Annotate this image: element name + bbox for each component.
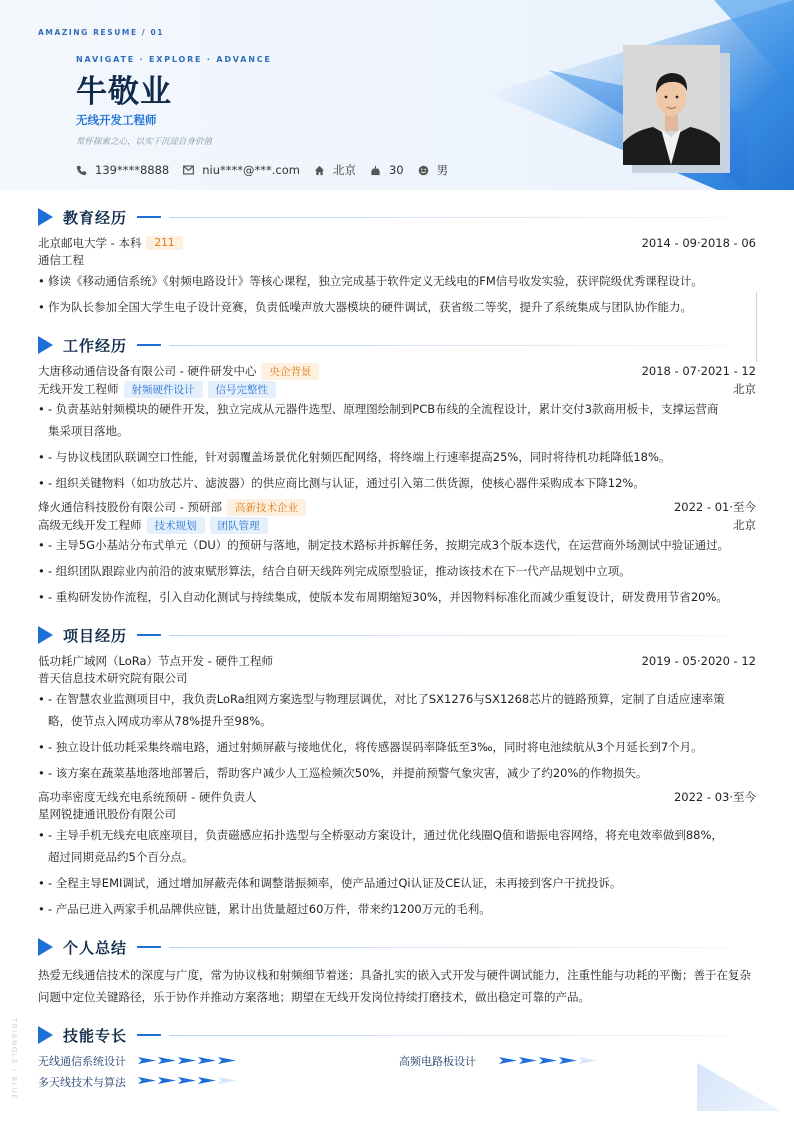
age-value: 30 bbox=[388, 163, 404, 177]
bullet-text: - 产品已进入两家手机品牌供应链，累计出货量超过60万件，带来约1200万元的毛利。 bbox=[48, 902, 491, 916]
list-item: • 作为队长参加全国大学生电子设计竞赛，负责低噪声放大器模块的硬件调试，获省级二等奖，提升了系统集成与团队协作能力。 bbox=[38, 296, 758, 318]
title-line bbox=[169, 345, 729, 346]
company-name: 烽火通信科技股份有限公司 - 预研部 bbox=[38, 500, 222, 514]
list-item: • - 全程主导EMI调试，通过增加屏蔽壳体和调整谐振频率，使产品通过Qi认证及CE认证，未再接到客户干扰投诉。 bbox=[38, 872, 758, 894]
company-tag: 高新技术企业 bbox=[227, 499, 306, 516]
project-org-row bbox=[38, 670, 756, 686]
education-major-row bbox=[38, 252, 756, 268]
skill-flag-icon bbox=[138, 1077, 156, 1084]
title-dash bbox=[137, 634, 161, 636]
project-header bbox=[38, 653, 756, 669]
summary-text: 热爱无线通信技术的深度与广度，常为协议栈和射频细节着迷；具备扎实的嵌入式开发与硬件调试能力，注重性能与功耗的平衡；善于在复杂问题中定位关键路径，乐于协作并推动方案落地；期望在无线开发岗位持续打磨技术，做出稳定可靠的产品。 bbox=[38, 968, 751, 1004]
skill-flag-icon bbox=[158, 1057, 176, 1064]
work-period: 2022 - 01·至今 bbox=[673, 500, 756, 514]
skill-flag-icon bbox=[158, 1077, 176, 1084]
section-summary bbox=[38, 937, 729, 957]
city-value: 北京 bbox=[332, 163, 356, 177]
skill-flag-icon bbox=[519, 1057, 537, 1064]
decorative-triangle bbox=[697, 1063, 781, 1111]
cake-icon bbox=[370, 165, 381, 176]
project-org-row bbox=[38, 806, 756, 822]
list-item-continuation bbox=[38, 420, 758, 442]
project-header bbox=[38, 789, 756, 805]
work-role-row bbox=[38, 517, 756, 533]
skill-flag-icon bbox=[138, 1057, 156, 1064]
email-value: niu****@***.com bbox=[202, 163, 300, 177]
work-city: 北京 bbox=[733, 518, 756, 532]
skill-tag: 信号完整性 bbox=[208, 381, 277, 398]
education-header bbox=[38, 235, 756, 251]
bullet-text: - 组织团队跟踪业内前沿的波束赋形算法，结合自研天线阵列完成原型验证，推动该技术在下一代产品规划中立项。 bbox=[48, 564, 631, 578]
skill-name: 无线通信系统设计 bbox=[38, 1055, 126, 1068]
bullet-text: - 主导手机无线充电底座项目，负责磁感应拓扑选型与全桥驱动方案设计，通过优化线圈Q值和谐振电容网络，将充电效率做到88%， bbox=[48, 828, 723, 842]
list-item: • - 主导5G小基站分布式单元（DU）的预研与落地，制定技术路标并拆解任务，按期完成3个版本迭代，在运营商外场测试中验证通过。 bbox=[38, 534, 758, 556]
gender-info bbox=[418, 162, 449, 178]
triangle-icon bbox=[38, 626, 53, 644]
list-item: • - 组织关键物料（如功放芯片、滤波器）的供应商比测与认证，通过引入第二供货源，使核心器件采购成本下降12%。 bbox=[38, 472, 758, 494]
skill-flag-icon bbox=[559, 1057, 577, 1064]
bullet-text: 集采项目落地。 bbox=[48, 424, 129, 438]
section-work bbox=[38, 335, 729, 355]
work-city: 北京 bbox=[733, 382, 756, 396]
bullet-text: - 重构研发协作流程，引入自动化测试与持续集成，使版本发布周期缩短30%，并因物料标准化而减少重复设计，研发费用节省20%。 bbox=[48, 590, 728, 604]
company-tag: 央企背景 bbox=[261, 363, 319, 380]
skill-tag: 射频硬件设计 bbox=[124, 381, 203, 398]
bullet-text: - 在智慧农业监测项目中，我负责LoRa组网方案选型与物理层调优，对比了SX1276与SX1268芯片的链路预算，定制了自适应速率策 bbox=[48, 692, 725, 706]
triangle-icon bbox=[38, 208, 53, 226]
gender-value: 男 bbox=[436, 163, 449, 177]
title-line bbox=[169, 947, 729, 948]
project-name: 低功耗广域网（LoRa）节点开发 - 硬件工程师 bbox=[38, 654, 273, 668]
skill-tag: 团队管理 bbox=[210, 517, 268, 534]
list-item: • 修读《移动通信系统》《射频电路设计》等核心课程，独立完成基于软件定义无线电的FM信号收发实验，获评院级优秀课程设计。 bbox=[38, 270, 758, 292]
city-info bbox=[314, 162, 356, 178]
bullet-text: - 独立设计低功耗采集终端电路，通过射频屏蔽与接地优化，将传感器误码率降低至3‰，同时将电池续航从3个月延长到7个月。 bbox=[48, 740, 703, 754]
school-tag: 211 bbox=[146, 236, 182, 250]
bullet-text: - 该方案在蔬菜基地落地部署后，帮助客户减少人工巡检频次50%，并提前预警气象灾害，减少了约20%的作物损失。 bbox=[48, 766, 648, 780]
skill-name: 多天线技术与算法 bbox=[38, 1076, 126, 1089]
school-name: 北京邮电大学 - 本科 bbox=[38, 236, 142, 250]
skill-flag-icon bbox=[539, 1057, 557, 1064]
company-name: 大唐移动通信设备有限公司 - 硬件研发中心 bbox=[38, 364, 257, 378]
skill-name: 高频电路板设计 bbox=[399, 1055, 476, 1068]
skill-flag-icon bbox=[218, 1057, 236, 1064]
skill-tag: 技术规划 bbox=[147, 517, 205, 534]
avatar-illustration bbox=[623, 45, 720, 165]
skill-flag-icon bbox=[178, 1077, 196, 1084]
smile-icon bbox=[418, 165, 429, 176]
triangle-icon bbox=[38, 938, 53, 956]
project-period: 2022 - 03·至今 bbox=[673, 790, 756, 804]
section-projects bbox=[38, 625, 729, 645]
section-title: 教育经历 bbox=[63, 208, 128, 227]
title-dash bbox=[137, 1034, 161, 1036]
skill-flag-icon bbox=[499, 1057, 517, 1064]
bullet-text: 作为队长参加全国大学生电子设计竞赛，负责低噪声放大器模块的硬件调试，获省级二等奖，提升了系统集成与团队协作能力。 bbox=[48, 300, 692, 314]
section-title: 技能专长 bbox=[63, 1026, 128, 1045]
email-info bbox=[183, 163, 300, 177]
phone-icon bbox=[76, 165, 87, 176]
skill-flag-icon bbox=[579, 1057, 597, 1064]
skill-level bbox=[138, 1077, 238, 1084]
list-item-continuation bbox=[38, 710, 758, 732]
list-item: • - 该方案在蔬菜基地落地部署后，帮助客户减少人工巡检频次50%，并提前预警气象灾害，减少了约20%的作物损失。 bbox=[38, 762, 758, 784]
phone-info bbox=[76, 163, 169, 177]
work-role-row bbox=[38, 381, 756, 397]
age-info bbox=[370, 163, 404, 177]
skill-level bbox=[138, 1057, 238, 1064]
phone-value: 139****8888 bbox=[95, 163, 170, 177]
project-org: 星网锐捷通讯股份有限公司 bbox=[38, 807, 176, 821]
list-item: • - 负责基站射频模块的硬件开发，独立完成从元器件选型、原理图绘制到PCB布线的全流程设计，累计交付3款商用板卡，支撑运营商 bbox=[38, 398, 758, 420]
bullet-text: - 组织关键物料（如功放芯片、滤波器）的供应商比测与认证，通过引入第二供货源，使核心器件采购成本下降12%。 bbox=[48, 476, 645, 490]
title-line bbox=[169, 635, 729, 636]
title-dash bbox=[137, 216, 161, 218]
list-item: • - 与协议栈团队联调空口性能，针对弱覆盖场景优化射频匹配网络，将终端上行速率提高25%，同时将待机功耗降低18%。 bbox=[38, 446, 758, 468]
side-watermark: TRIANGLE / BLUE bbox=[10, 1018, 18, 1101]
skill-flag-icon bbox=[218, 1077, 236, 1084]
title-dash bbox=[137, 946, 161, 948]
major: 通信工程 bbox=[38, 253, 84, 267]
work-header bbox=[38, 499, 756, 515]
bullet-text: - 全程主导EMI调试，通过增加屏蔽壳体和调整谐振频率，使产品通过Qi认证及CE认证，未再接到客户干扰投诉。 bbox=[48, 876, 622, 890]
title-dash bbox=[137, 344, 161, 346]
bullet-text: - 主导5G小基站分布式单元（DU）的预研与落地，制定技术路标并拆解任务，按期完成3个版本迭代，在运营商外场测试中验证通过。 bbox=[48, 538, 730, 552]
skill-flag-icon bbox=[178, 1057, 196, 1064]
project-org: 普天信息技术研究院有限公司 bbox=[38, 671, 188, 685]
section-title: 个人总结 bbox=[63, 938, 128, 957]
work-header bbox=[38, 363, 756, 379]
tagline: NAVIGATE · EXPLORE · ADVANCE bbox=[76, 55, 272, 64]
section-title: 项目经历 bbox=[63, 626, 128, 645]
bullet-text: - 负责基站射频模块的硬件开发，独立完成从元器件选型、原理图绘制到PCB布线的全流程设计，累计交付3款商用板卡，支撑运营商 bbox=[48, 402, 719, 416]
list-item-continuation bbox=[38, 846, 758, 868]
list-item: • - 产品已进入两家手机品牌供应链，累计出货量超过60万件，带来约1200万元的毛利。 bbox=[38, 898, 758, 920]
bullet-text: - 与协议栈团队联调空口性能，针对弱覆盖场景优化射频匹配网络，将终端上行速率提高25%，同时将待机功耗降低18%。 bbox=[48, 450, 671, 464]
section-title: 工作经历 bbox=[63, 336, 128, 355]
skill-flag-icon bbox=[198, 1057, 216, 1064]
role: 无线开发工程师 bbox=[38, 382, 119, 396]
contact-info bbox=[76, 162, 462, 178]
job-title: 无线开发工程师 bbox=[76, 113, 157, 127]
title-line bbox=[169, 1035, 729, 1036]
role: 高级无线开发工程师 bbox=[38, 518, 142, 532]
bullet-text: 修读《移动通信系统》《射频电路设计》等核心课程，独立完成基于软件定义无线电的FM信号收发实验，获评院级优秀课程设计。 bbox=[48, 274, 703, 288]
work-period: 2018 - 07·2021 - 12 bbox=[641, 364, 756, 378]
list-item: • - 在智慧农业监测项目中，我负责LoRa组网方案选型与物理层调优，对比了SX1276与SX1268芯片的链路预算，定制了自适应速率策 bbox=[38, 688, 758, 710]
profile-photo bbox=[623, 45, 720, 165]
candidate-name: 牛敬业 bbox=[76, 74, 172, 110]
skill-flag-icon bbox=[198, 1077, 216, 1084]
skill-level bbox=[499, 1057, 599, 1064]
list-item: • - 重构研发协作流程，引入自动化测试与持续集成，使版本发布周期缩短30%，并因物料标准化而减少重复设计，研发费用节省20%。 bbox=[38, 586, 758, 608]
section-skills bbox=[38, 1025, 729, 1045]
bullet-text: 略，使节点入网成功率从78%提升至98%。 bbox=[48, 714, 272, 728]
education-period: 2014 - 09·2018 - 06 bbox=[641, 236, 756, 250]
brand-label: AMAZING RESUME / 01 bbox=[38, 28, 165, 37]
project-period: 2019 - 05·2020 - 12 bbox=[641, 654, 756, 668]
list-item: • - 主导手机无线充电底座项目，负责磁感应拓扑选型与全桥驱动方案设计，通过优化线圈Q值和谐振电容网络，将充电效率做到88%， bbox=[38, 824, 758, 846]
triangle-icon bbox=[38, 1026, 53, 1044]
motto: 常怀探索之心，以实干沉淀自身价值 bbox=[76, 137, 213, 147]
mail-icon bbox=[183, 165, 194, 175]
bullet-text: 超过同期竞品约5个百分点。 bbox=[48, 850, 194, 864]
project-name: 高功率密度无线充电系统预研 - 硬件负责人 bbox=[38, 790, 257, 804]
list-item: • - 组织团队跟踪业内前沿的波束赋形算法，结合自研天线阵列完成原型验证，推动该技术在下一代产品规划中立项。 bbox=[38, 560, 758, 582]
list-item: • - 独立设计低功耗采集终端电路，通过射频屏蔽与接地优化，将传感器误码率降低至3‰，同时将电池续航从3个月延长到7个月。 bbox=[38, 736, 758, 758]
home-icon bbox=[314, 165, 325, 176]
triangle-icon bbox=[38, 336, 53, 354]
section-education bbox=[38, 207, 729, 227]
title-line bbox=[169, 217, 729, 218]
